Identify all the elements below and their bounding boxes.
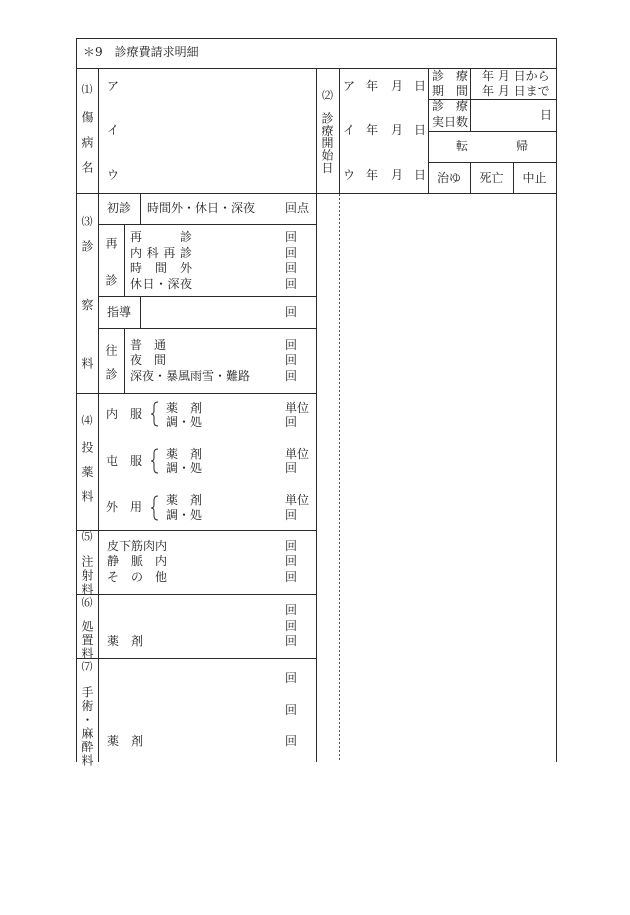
medication-item-name: 調・処 bbox=[166, 461, 203, 475]
start-date-day-unit: 日 bbox=[414, 79, 427, 93]
revisit-item-name: 休日・深夜 bbox=[130, 277, 192, 291]
medication-group-name: 外 用 bbox=[106, 500, 143, 514]
procedure-number: ⑹ bbox=[81, 596, 93, 609]
injection-label: 注射料 bbox=[80, 555, 94, 597]
start-date-month-unit: 月 bbox=[391, 123, 404, 137]
start-date-mark-i: イ bbox=[343, 123, 356, 137]
guidance-unit: 回 bbox=[285, 305, 298, 319]
medication-label: 投薬料 bbox=[80, 441, 94, 515]
actual-days-unit: 日 bbox=[540, 108, 553, 122]
consultation-number: ⑶ bbox=[81, 215, 93, 228]
revisit-item-name: 再 診 bbox=[130, 230, 192, 244]
start-date-month-unit: 月 bbox=[391, 79, 404, 93]
medication-item-unit: 単位 bbox=[285, 447, 310, 461]
outcome-label: 転 帰 bbox=[455, 139, 528, 153]
revisit-item-unit: 回 bbox=[285, 261, 298, 275]
injection-item-name: そ の 他 bbox=[107, 570, 168, 584]
house-call-item-unit: 回 bbox=[285, 338, 298, 352]
guidance-label: 指導 bbox=[107, 305, 132, 319]
start-date-year-unit: 年 bbox=[366, 79, 379, 93]
consultation-label: 診察料 bbox=[80, 240, 94, 416]
medication-item-name: 薬 剤 bbox=[166, 447, 203, 461]
outcome-option-discontinued: 中止 bbox=[522, 171, 547, 185]
start-date-mark-a: ア bbox=[343, 79, 356, 93]
medication-item-unit: 回 bbox=[285, 508, 298, 522]
house-call-label: 往診 bbox=[104, 344, 118, 392]
medication-item-name: 調・処 bbox=[166, 415, 203, 429]
outcome-option-cured: 治ゆ bbox=[436, 171, 461, 185]
diagnosis-mark-u: ウ bbox=[107, 168, 120, 182]
first-visit-label: 初診 bbox=[107, 201, 132, 215]
surgery-item-unit: 回 bbox=[285, 671, 298, 685]
treatment-period-to: 年 月 日まで bbox=[482, 84, 550, 98]
surgery-item-unit: 回 bbox=[285, 734, 298, 748]
procedure-label: 処置料 bbox=[80, 620, 94, 661]
medication-item-unit: 単位 bbox=[285, 493, 310, 507]
start-date-month-unit: 月 bbox=[391, 168, 404, 182]
medication-item-unit: 回 bbox=[285, 415, 298, 429]
treatment-period-label-line-1: 診 療 bbox=[432, 69, 469, 83]
medication-item-unit: 回 bbox=[285, 461, 298, 475]
form-title: ＊9 診療費請求明細 bbox=[83, 45, 199, 59]
start-date-day-unit: 日 bbox=[414, 168, 427, 182]
revisit-item-name: 時 間 外 bbox=[130, 261, 192, 275]
start-date-mark-u: ウ bbox=[343, 168, 356, 182]
house-call-item-name: 深夜・暴風雨雪・難路 bbox=[130, 369, 251, 383]
left-brace-icon bbox=[150, 401, 159, 427]
medication-group-name: 内 服 bbox=[106, 407, 143, 421]
medication-item-unit: 単位 bbox=[285, 401, 310, 415]
revisit-item-unit: 回 bbox=[285, 246, 298, 260]
first-visit-detail: 時間外・休日・深夜 bbox=[147, 201, 256, 215]
diagnosis-mark-i: イ bbox=[107, 123, 120, 137]
actual-days-label-line-2: 実日数 bbox=[432, 115, 469, 129]
injection-item-unit: 回 bbox=[285, 570, 298, 584]
injection-item-name: 静 脈 内 bbox=[107, 554, 168, 568]
diagnosis-number: ⑴ bbox=[81, 83, 93, 96]
start-date-number: ⑵ bbox=[322, 89, 333, 102]
diagnosis-label: 傷病名 bbox=[80, 111, 94, 186]
medication-item-name: 薬 剤 bbox=[166, 493, 203, 507]
surgery-item-unit: 回 bbox=[285, 703, 298, 717]
house-call-item-unit: 回 bbox=[285, 369, 298, 383]
injection-item-unit: 回 bbox=[285, 554, 298, 568]
left-brace-icon bbox=[150, 448, 159, 474]
house-call-item-name: 普 通 bbox=[130, 338, 167, 352]
procedure-item-unit: 回 bbox=[285, 634, 298, 648]
outcome-option-death: 死亡 bbox=[479, 171, 504, 185]
medication-item-name: 薬 剤 bbox=[166, 401, 203, 415]
actual-days-label-line-1: 診 療 bbox=[432, 99, 469, 113]
injection-item-name: 皮下筋肉内 bbox=[107, 539, 168, 553]
house-call-item-unit: 回 bbox=[285, 353, 298, 367]
start-date-label: 診療開始日 bbox=[320, 112, 334, 174]
left-brace-icon bbox=[150, 495, 159, 521]
revisit-item-unit: 回 bbox=[285, 230, 298, 244]
first-visit-unit: 回点 bbox=[285, 201, 310, 215]
house-call-item-name: 夜 間 bbox=[130, 353, 167, 367]
revisit-label: 再診 bbox=[104, 237, 118, 311]
start-date-year-unit: 年 bbox=[366, 123, 379, 137]
revisit-item-unit: 回 bbox=[285, 277, 298, 291]
procedure-item-name: 薬 剤 bbox=[107, 634, 144, 648]
injection-item-unit: 回 bbox=[285, 539, 298, 553]
start-date-day-unit: 日 bbox=[414, 123, 427, 137]
treatment-period-from: 年 月 日から bbox=[482, 69, 550, 83]
start-date-year-unit: 年 bbox=[366, 168, 379, 182]
surgery-number: ⑺ bbox=[81, 660, 93, 673]
surgery-item-name: 薬 剤 bbox=[107, 734, 144, 748]
revisit-item-name: 内科再診 bbox=[130, 246, 192, 260]
surgery-label: 手術・麻酔料 bbox=[80, 686, 94, 768]
procedure-item-unit: 回 bbox=[285, 619, 298, 633]
procedure-item-unit: 回 bbox=[285, 603, 298, 617]
medication-item-name: 調・処 bbox=[166, 508, 203, 522]
medication-group-name: 屯 服 bbox=[106, 454, 143, 468]
injection-number: ⑸ bbox=[81, 530, 93, 543]
treatment-period-label-line-2: 期 間 bbox=[432, 84, 469, 98]
medication-number: ⑷ bbox=[81, 414, 93, 427]
diagnosis-mark-a: ア bbox=[107, 79, 120, 93]
